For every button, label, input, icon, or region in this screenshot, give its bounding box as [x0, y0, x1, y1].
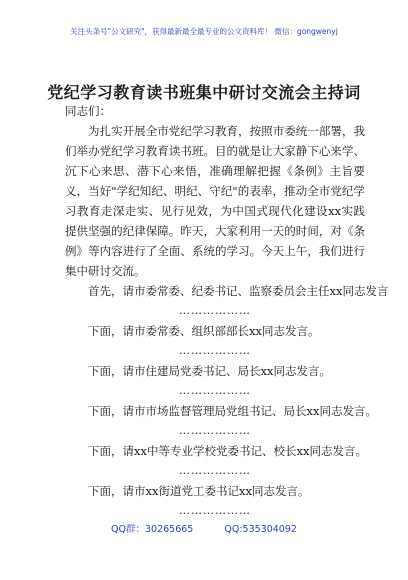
speaker-line-3: 下面，请市住建局党委书记、局长xx同志发言。: [88, 364, 331, 378]
speaker-line-2: 下面，请市委常委、组织部部长xx同志发言。: [88, 324, 320, 338]
separator-dots: ………………: [179, 384, 251, 397]
document-title: 党纪学习教育读书班集中研讨交流会主持词: [47, 83, 361, 102]
speaker-line-5: 下面，请xx中等专业学校党委书记、校长xx同志发言。: [88, 444, 367, 458]
speaker-line-1: 首先，请市委常委、纪委书记、监察委员会主任xx同志发言: [88, 284, 389, 298]
qq-group-text: QQ群：30265665: [111, 524, 194, 535]
qq-text: QQ:535304092: [224, 524, 297, 535]
header-notice: 关注头条号"公文研究"，获得最新最全最专业的公文资料库！ 微信：gongwenyj: [70, 27, 338, 36]
separator-dots: ………………: [179, 304, 251, 317]
footer-contact: [0, 521, 408, 535]
document-body: [65, 101, 389, 521]
speaker-line-4: 下面，请市市场监督管理局党组书记、局长xx同志发言。: [88, 404, 377, 418]
speaker-line-6: 下面，请市xx街道党工委书记xx同志发言。: [88, 484, 310, 498]
intro-paragraph: 为扎实开展全市党纪学习教育，按照市委统一部署，我们举办党纪学习教育读书班。目的就是让大家静下心来学、沉下心来思、潜下心来悟，准确理解把握《条例》主旨要义，当好"学纪知纪、明纪、守纪"的表率，推动全市党纪学习教育走深走实、见行见效，为中国式现代化建设xx实践提供坚强的纪律保障。昨天，大家利用一天的时间，对《条例》等内容进行了全面、系统的学习。今天上午，我们进行集中研讨交流。: [65, 124, 365, 278]
separator-dots: ………………: [179, 504, 251, 517]
separator-dots: ………………: [179, 424, 251, 437]
separator-dots: ………………: [179, 464, 251, 477]
separator-dots: ………………: [179, 344, 251, 357]
salutation: 同志们：: [65, 104, 111, 118]
